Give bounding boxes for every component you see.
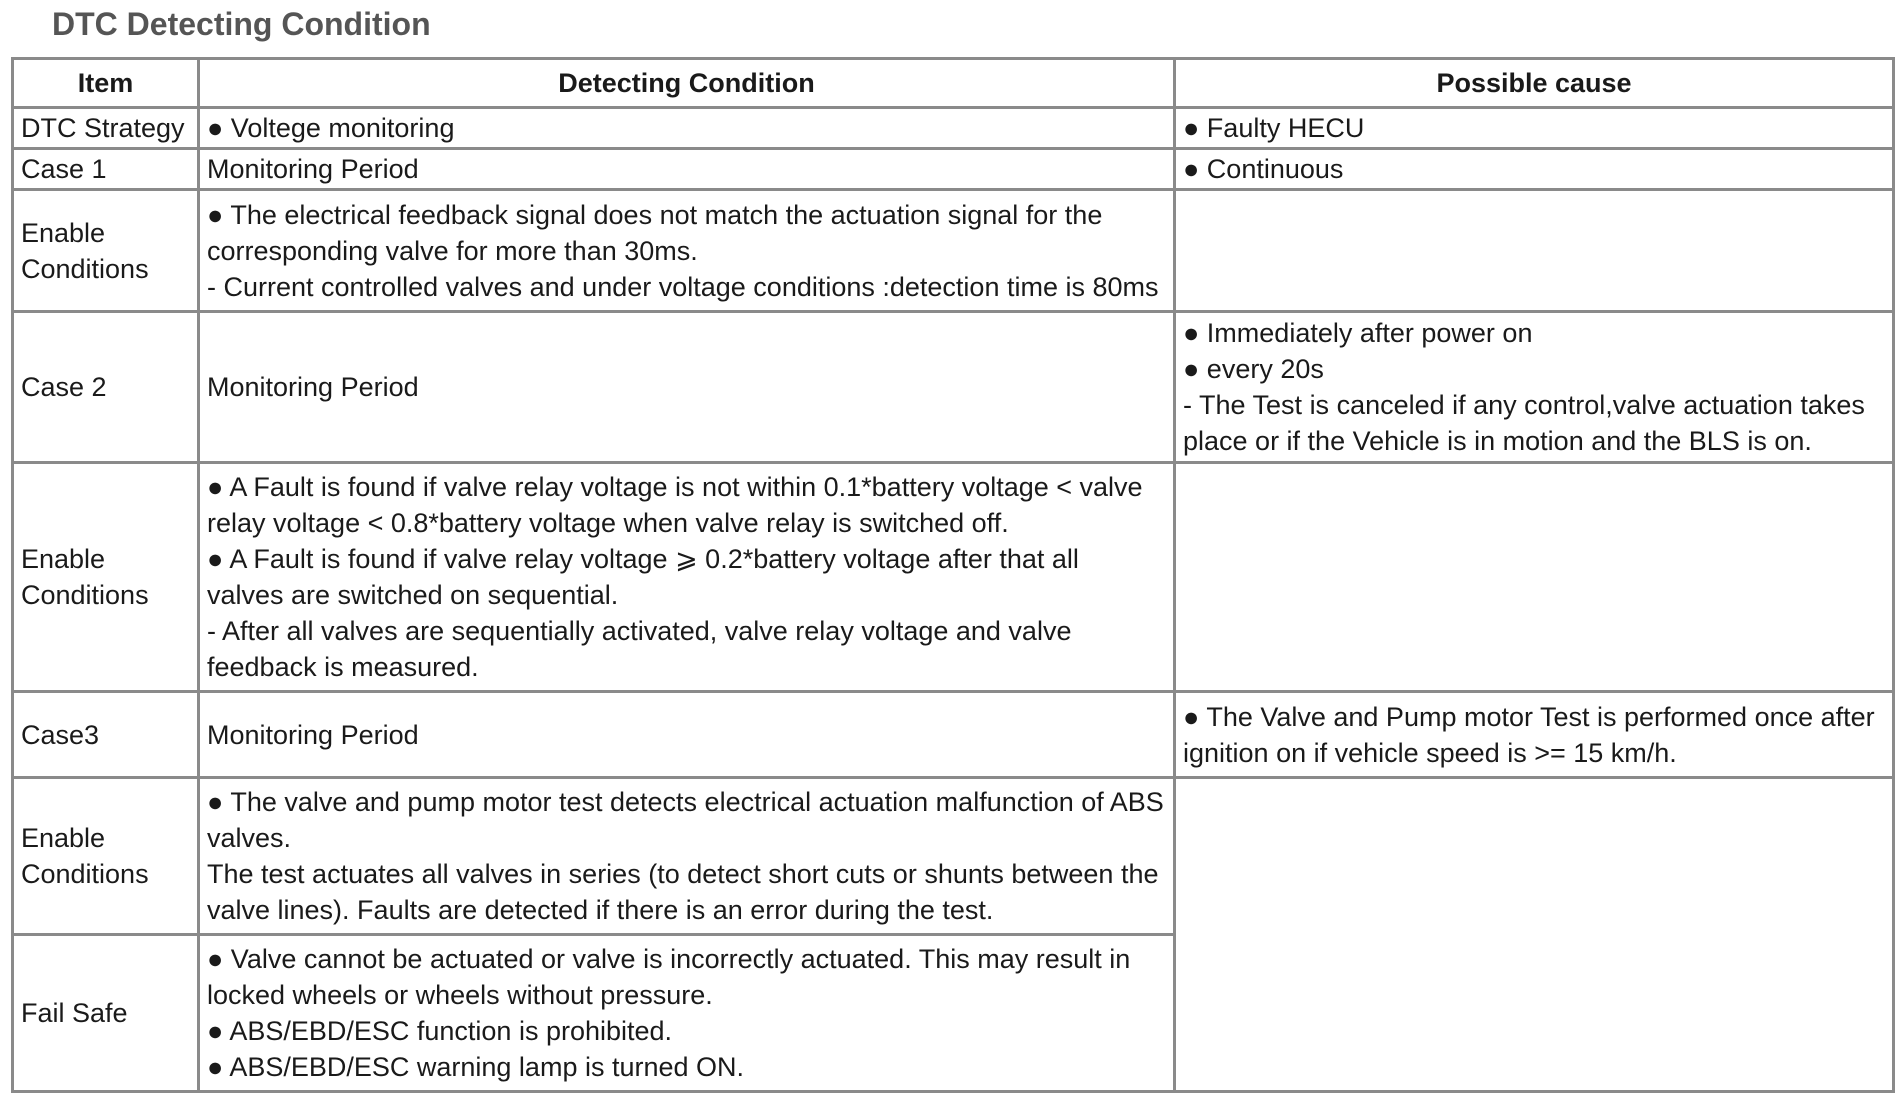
condition-cell <box>199 463 1175 692</box>
cause-cell-empty <box>1175 190 1894 312</box>
item-cell <box>13 312 199 463</box>
cause-line: ● Immediately after power on <box>1183 318 1533 348</box>
condition-line: corresponding valve for more than 30ms. <box>207 235 698 266</box>
condition-line: valves. <box>207 823 292 853</box>
cause-cell <box>1175 149 1894 190</box>
condition-line: ● Valve cannot be actuated or valve is incorrectly actuated. This may result in <box>207 944 1131 974</box>
table-row <box>13 108 1894 149</box>
cause-cell-empty <box>1175 463 1894 692</box>
item-label: DTC Strategy <box>21 113 185 143</box>
condition-line: valves are switched on sequential. <box>207 580 619 610</box>
item-cell <box>13 463 199 692</box>
table-row <box>13 312 1894 463</box>
item-label: Case3 <box>21 719 100 750</box>
condition-line: ● A Fault is found if valve relay voltage ⩾ 0.2*battery voltage after that all <box>207 544 1079 574</box>
item-label: Fail Safe <box>21 998 128 1028</box>
item-label: Conditions <box>21 859 149 889</box>
cause-line: ● The Valve and Pump motor Test is performed once after <box>1183 701 1875 732</box>
condition-line: - Current controlled valves and under voltage conditions :detection time is 80ms <box>207 271 1159 302</box>
condition-cell <box>199 312 1175 463</box>
condition-line: Monitoring Period <box>207 372 419 402</box>
cause-line: ● every 20s <box>1183 354 1324 384</box>
condition-line: ● The valve and pump motor test detects electrical actuation malfunction of ABS <box>207 787 1164 817</box>
condition-cell <box>199 108 1175 149</box>
condition-cell <box>199 149 1175 190</box>
header-item: Item <box>13 59 199 108</box>
item-label: Enable <box>21 217 106 248</box>
cause-cell <box>1175 108 1894 149</box>
dtc-condition-table <box>11 57 1895 1093</box>
condition-line: feedback is measured. <box>207 652 479 682</box>
item-label: Case 2 <box>21 372 107 402</box>
cause-line: ● Faulty HECU <box>1183 113 1365 143</box>
condition-cell <box>199 190 1175 312</box>
condition-line: ● ABS/EBD/ESC function is prohibited. <box>207 1016 673 1046</box>
table-row <box>13 149 1894 190</box>
table-row <box>13 463 1894 692</box>
cause-cell-empty <box>1175 778 1894 1092</box>
table-header-row <box>13 59 1894 108</box>
condition-cell <box>199 778 1175 935</box>
condition-line: Monitoring Period <box>207 719 419 750</box>
item-label: Conditions <box>21 580 149 610</box>
page-title: DTC Detecting Condition <box>52 6 431 42</box>
item-label: Conditions <box>21 253 149 284</box>
item-cell <box>13 778 199 935</box>
header-possible-cause: Possible cause <box>1175 59 1894 108</box>
item-cell <box>13 190 199 312</box>
cause-cell <box>1175 312 1894 463</box>
table-row <box>13 190 1894 312</box>
condition-line: valve lines). Faults are detected if there is an error during the test. <box>207 895 994 925</box>
condition-line: locked wheels or wheels without pressure. <box>207 980 713 1010</box>
item-cell <box>13 935 199 1092</box>
item-label: Enable <box>21 823 106 853</box>
table-row <box>13 778 1894 935</box>
condition-line: ● ABS/EBD/ESC warning lamp is turned ON. <box>207 1052 745 1082</box>
condition-line: The test actuates all valves in series (to detect short cuts or shunts between the <box>207 859 1159 889</box>
cause-line: place or if the Vehicle is in motion and the BLS is on. <box>1183 426 1812 456</box>
item-cell <box>13 149 199 190</box>
header-detecting-condition: Detecting Condition <box>199 59 1175 108</box>
condition-cell <box>199 935 1175 1092</box>
table-row <box>13 692 1894 778</box>
condition-line: ● Voltege monitoring <box>207 113 455 143</box>
cause-line: - The Test is canceled if any control,valve actuation takes <box>1183 390 1865 420</box>
condition-line: - After all valves are sequentially activated, valve relay voltage and valve <box>207 616 1072 646</box>
condition-cell <box>199 692 1175 778</box>
cause-line: ignition on if vehicle speed is >= 15 km/h. <box>1183 737 1677 768</box>
cause-line: ● Continuous <box>1183 154 1344 184</box>
condition-line: Monitoring Period <box>207 154 419 184</box>
item-label: Case 1 <box>21 154 107 184</box>
item-label: Enable <box>21 544 106 574</box>
item-cell <box>13 692 199 778</box>
condition-line: ● The electrical feedback signal does not match the actuation signal for the <box>207 199 1103 230</box>
condition-line: ● A Fault is found if valve relay voltage is not within 0.1*battery voltage < valve <box>207 472 1143 502</box>
cause-cell <box>1175 692 1894 778</box>
item-cell <box>13 108 199 149</box>
condition-line: relay voltage < 0.8*battery voltage when valve relay is switched off. <box>207 508 1009 538</box>
